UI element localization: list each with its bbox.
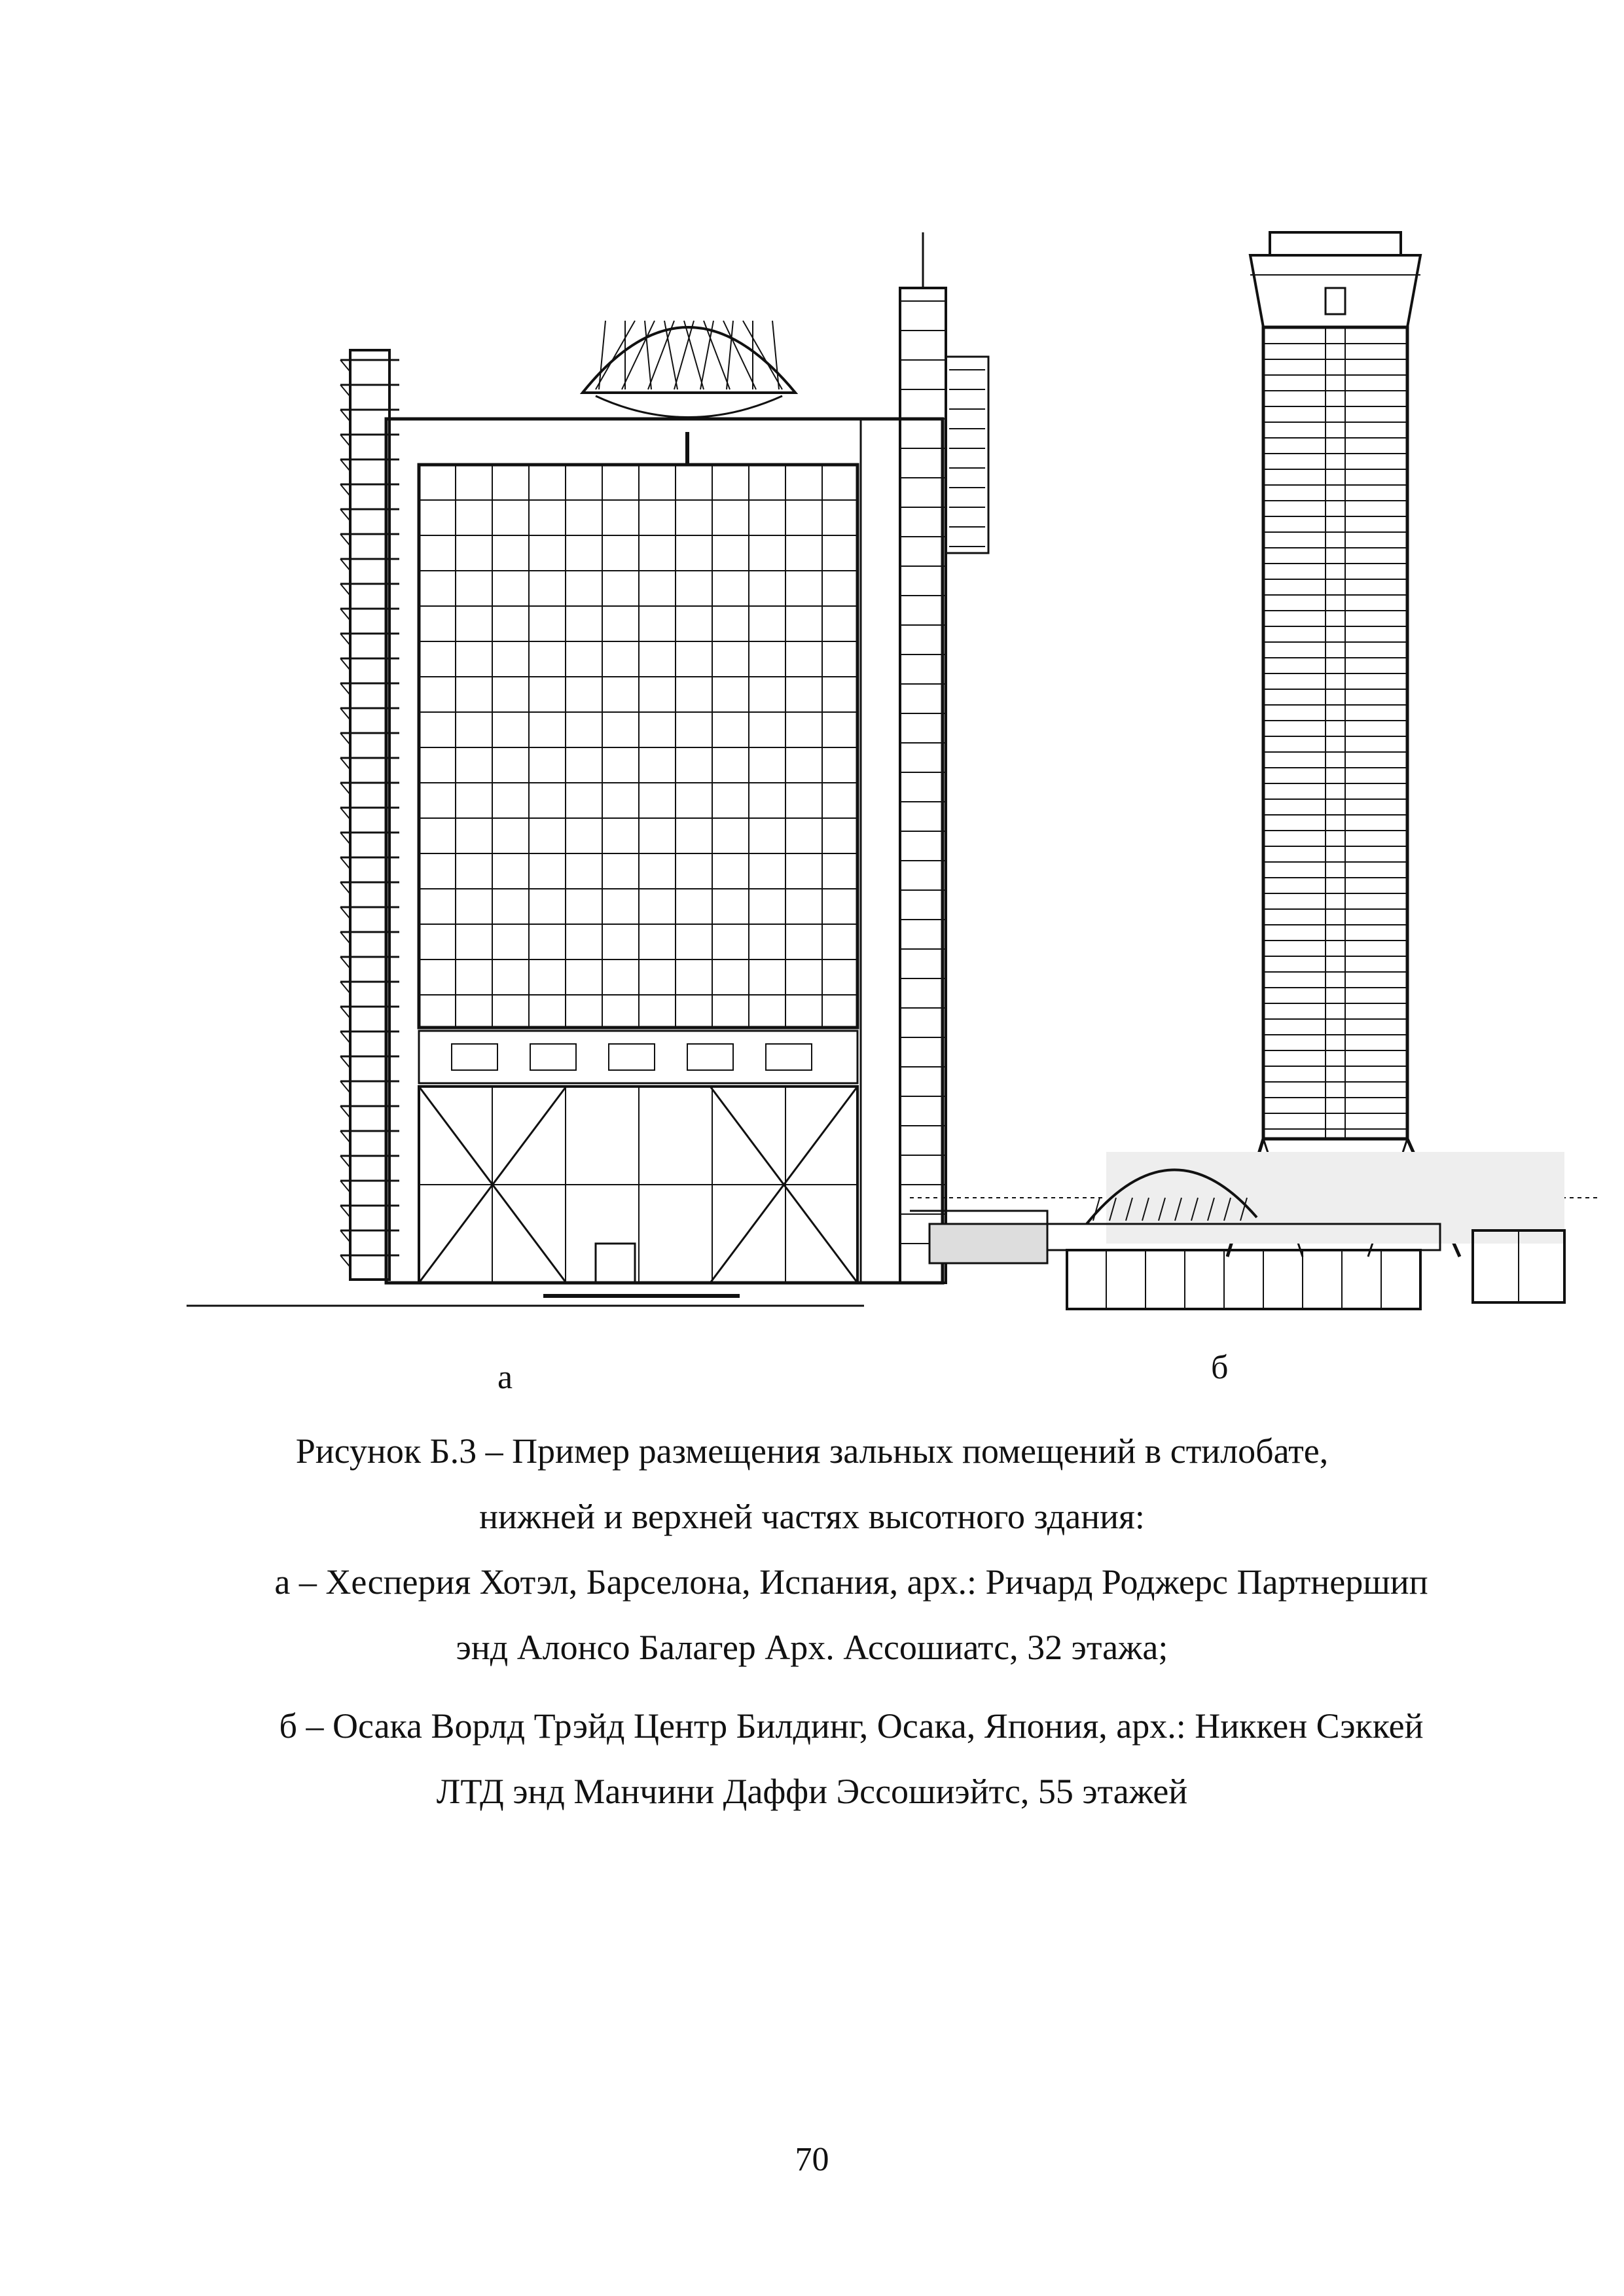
label-a: а	[497, 1359, 513, 1396]
caption-title-cont: нижней и верхней частях высотного здания:	[479, 1497, 1145, 1536]
tower-section-drawing	[910, 232, 1597, 1309]
label-b: б	[1211, 1349, 1229, 1386]
caption-item-a: а – Хесперия Хотэл, Барселона, Испания, арх.: Ричард Роджерс Партнершип	[274, 1562, 1428, 1602]
caption-title: Рисунок Б.3 – Пример размещения зальных помещений в стилобате,	[295, 1431, 1329, 1471]
caption-item-a-cont: энд Алонсо Балагер Арх. Ассошиатс, 32 этажа;	[456, 1628, 1168, 1667]
hotel-elevation-drawing	[187, 232, 988, 1306]
figure-drawings	[177, 223, 1604, 1329]
page-number: 70	[795, 2141, 829, 2178]
caption-item-b-cont: ЛТД энд Манчини Даффи Эссошиэйтс, 55 этажей	[436, 1772, 1188, 1811]
caption-item-b: б – Осака Ворлд Трэйд Центр Билдинг, Осака, Япония, арх.: Никкен Сэккей	[279, 1706, 1424, 1746]
